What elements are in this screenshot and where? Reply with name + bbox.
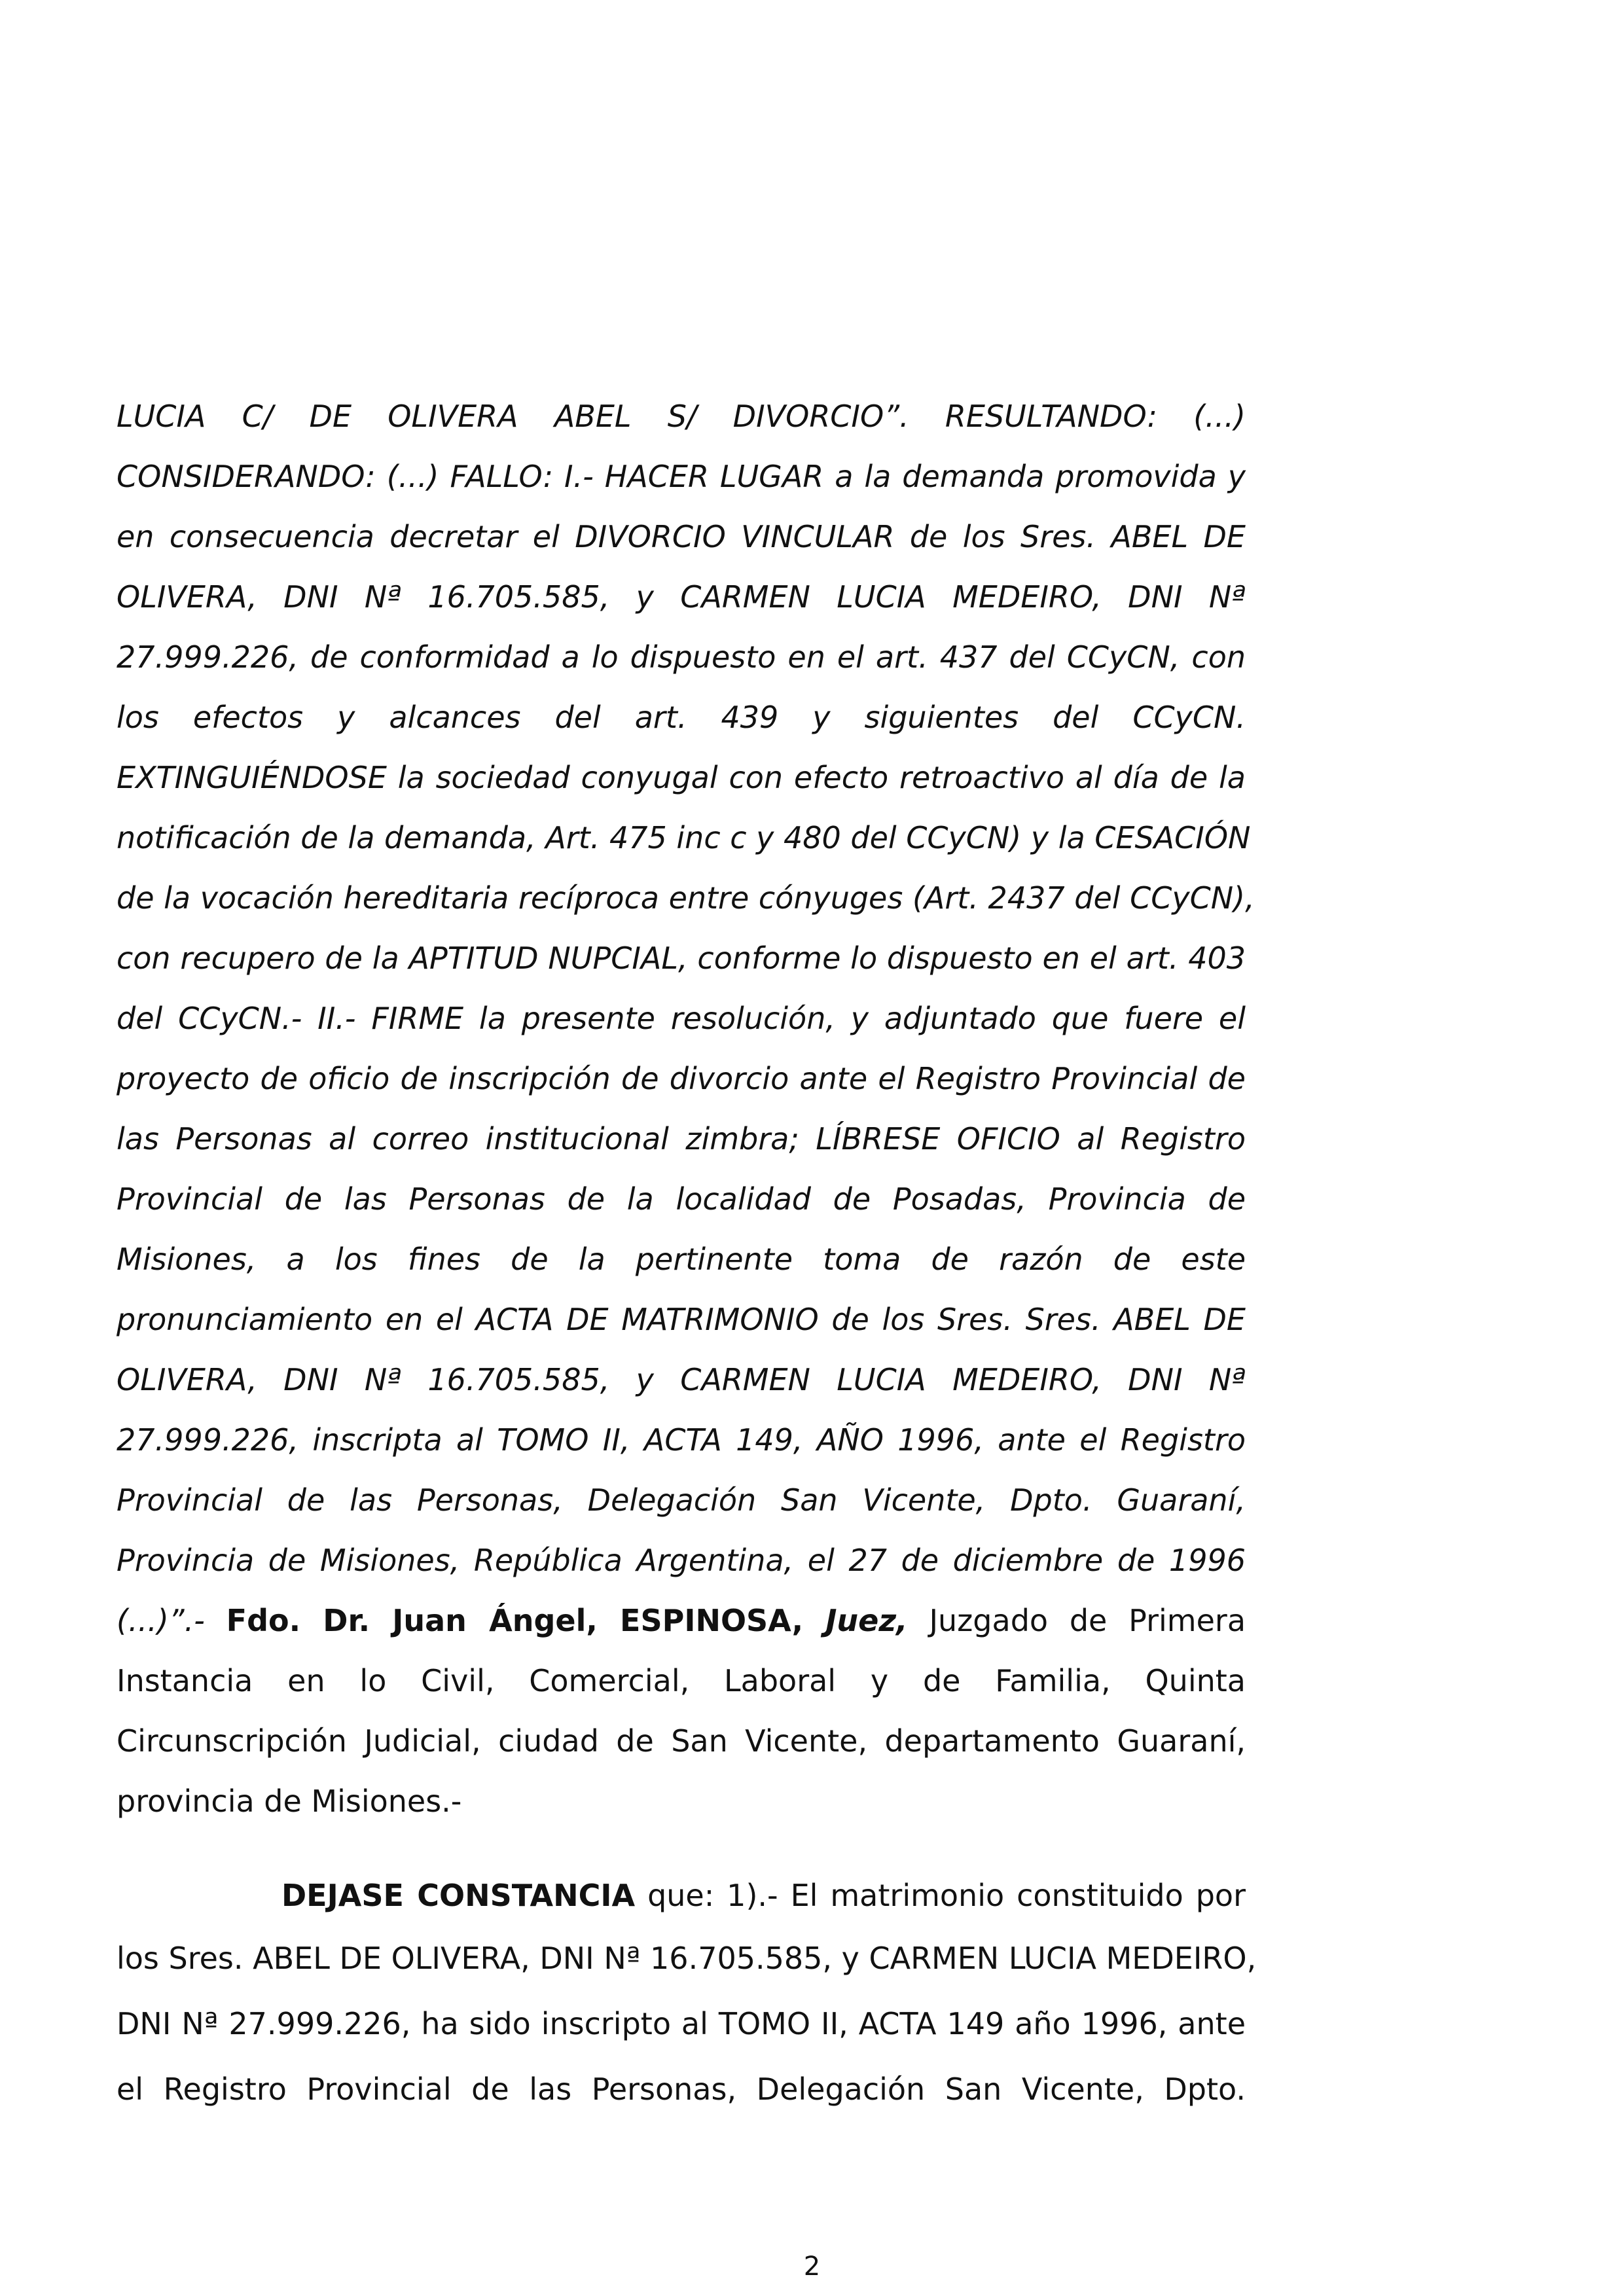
text-line: los efectos y alcances del art. 439 y siguientes del CCyCN. [117, 700, 1246, 735]
text-line: Provincial de las Personas, Delegación San Vicente, Dpto. Guaraní, [117, 1482, 1246, 1518]
signature-line [117, 1590, 1246, 1651]
text-line: notificación de la demanda, Art. 475 inc c y 480 del CCyCN) y la CESACIÓN [117, 820, 1251, 855]
court-text: Juzgado de Primera [907, 1603, 1246, 1638]
sentence-transcription-paragraph [117, 386, 1255, 1831]
text-line: pronunciamiento en el ACTA DE MATRIMONIO de los Sres. Sres. ABEL DE [117, 1302, 1246, 1337]
text-line: Instancia en lo Civil, Comercial, Laboral y de Familia, Quinta [117, 1663, 1246, 1698]
signer-role: Juez, [825, 1603, 908, 1638]
quote-end: (...)”.- [117, 1603, 226, 1638]
text-line: Provincial de las Personas de la localidad de Posadas, Provincia de [117, 1181, 1246, 1217]
text-line: con recupero de la APTITUD NUPCIAL, conforme lo dispuesto en el art. 403 [117, 941, 1246, 976]
text-line: 27.999.226, inscripta al TOMO II, ACTA 149, AÑO 1996, ante el Registro [117, 1422, 1246, 1458]
text-line: OLIVERA, DNI Nª 16.705.585, y CARMEN LUCIA MEDEIRO, DNI Nª [117, 579, 1246, 615]
text-line: LUCIA C/ DE OLIVERA ABEL S/ DIVORCIO”. RESULTANDO: (...) [117, 399, 1246, 434]
page-number: 2 [803, 2251, 821, 2282]
text-line: proyecto de oficio de inscripción de divorcio ante el Registro Provincial de [117, 1061, 1246, 1096]
constancia-paragraph [117, 1865, 1257, 2122]
signer-name: Fdo. Dr. Juan Ángel, ESPINOSA, [226, 1603, 826, 1638]
text-line: en consecuencia decretar el DIVORCIO VINCULAR de los Sres. ABEL DE [117, 519, 1246, 554]
text-line: el Registro Provincial de las Personas, Delegación San Vicente, Dpto. [117, 2072, 1246, 2107]
constancia-first-line [117, 1865, 1246, 1926]
text-line: 27.999.226, de conformidad a lo dispuesto en el art. 437 del CCyCN, con [117, 639, 1246, 675]
text-line: DNI Nª 27.999.226, ha sido inscripto al TOMO II, ACTA 149 año 1996, ante [117, 2006, 1246, 2041]
text-line: Circunscripción Judicial, ciudad de San Vicente, departamento Guaraní, [117, 1723, 1246, 1759]
text-line: EXTINGUIÉNDOSE la sociedad conyugal con efecto retroactivo al día de la [117, 760, 1246, 795]
text-line: de la vocación hereditaria recíproca entre cónyuges (Art. 2437 del CCyCN), [117, 880, 1255, 916]
constancia-text: que: 1).- El matrimonio constituido por [635, 1878, 1246, 1913]
text-line: Provincia de Misiones, República Argentina, el 27 de diciembre de 1996 [117, 1543, 1246, 1578]
constancia-heading: DEJASE CONSTANCIA [281, 1878, 636, 1913]
text-line: CONSIDERANDO: (...) FALLO: I.- HACER LUGAR a la demanda promovida y [117, 459, 1246, 494]
text-line: OLIVERA, DNI Nª 16.705.585, y CARMEN LUCIA MEDEIRO, DNI Nª [117, 1362, 1246, 1397]
text-line: Misiones, a los fines de la pertinente toma de razón de este [117, 1242, 1246, 1277]
text-line: del CCyCN.- II.- FIRME la presente resolución, y adjuntado que fuere el [117, 1001, 1246, 1036]
text-line: provincia de Misiones.- [117, 1784, 462, 1819]
text-line: las Personas al correo institucional zimbra; LÍBRESE OFICIO al Registro [117, 1121, 1246, 1157]
text-line: los Sres. ABEL DE OLIVERA, DNI Nª 16.705.585, y CARMEN LUCIA MEDEIRO, [117, 1941, 1257, 1976]
